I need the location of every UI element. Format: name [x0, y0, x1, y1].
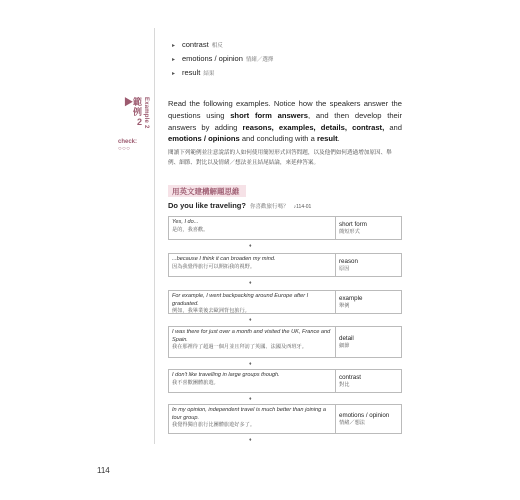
row-sentence — [169, 327, 336, 357]
table-row — [168, 253, 402, 277]
instruction-bold: short form answers — [230, 110, 308, 120]
row-function-en: emotions / opinion — [339, 411, 390, 419]
row-sentence — [169, 291, 336, 313]
row-function — [336, 405, 401, 433]
row-sentence-zh: 我不喜歡團體旅遊。 — [172, 379, 219, 386]
example-vertical-label: Example 2 — [143, 97, 149, 129]
row-sentence-zh: 例如，我畢業後去歐洲背包旅行。 — [172, 308, 250, 314]
row-sentence-zh: 我覺得獨自旅行比團體旅遊好多了。 — [172, 422, 256, 428]
row-function — [336, 327, 401, 357]
instruction-text: and concluding with a — [239, 134, 317, 144]
check-circles: ○○○ — [118, 146, 131, 152]
row-sentence-en: I was there for just over a month and visited the UK, France and Spain. — [172, 329, 331, 343]
row-sentence — [169, 405, 336, 433]
bullet-zh: 相反 — [211, 43, 223, 49]
instruction-text: and — [384, 122, 403, 132]
row-function-zh: 舉例 — [339, 302, 350, 309]
row-function — [336, 370, 401, 392]
instruction-translation: 閱讀下列範例並注意說話的人如何使用簡短形式回答問題，以及他們如何透過增加原因、舉例、細節、對比以及情緒／想法並且結尾結論，來延伸答案。 — [168, 150, 392, 166]
instruction-text: Read the following examples. Notice how the speakers answer the questions using — [168, 99, 402, 120]
row-function-en: example — [339, 294, 363, 302]
table-row — [168, 290, 402, 314]
bullet-item — [172, 40, 223, 54]
instruction-paragraph — [168, 98, 402, 145]
row-function — [336, 254, 401, 276]
bullet-icon: ▸ — [172, 43, 176, 49]
bullet-zh: 結果 — [203, 71, 215, 77]
row-sentence-en: Yes, I do... — [172, 219, 199, 225]
arrow-down-icon: ♦ — [249, 243, 252, 249]
example-label — [118, 97, 142, 127]
section-title: 用英文建構解題思維 — [168, 185, 246, 197]
arrow-down-icon: ♦ — [249, 280, 252, 286]
row-sentence-en: I don't like travelling in large groups though. — [172, 372, 280, 378]
row-function-en: reason — [339, 257, 358, 265]
row-sentence — [169, 254, 336, 276]
row-function-zh: 細節 — [339, 342, 350, 349]
instruction-text: . — [337, 134, 340, 144]
row-function-en: short form — [339, 220, 367, 228]
margin-divider — [154, 28, 155, 444]
table-row — [168, 216, 402, 240]
arrow-down-icon: ♦ — [249, 361, 252, 367]
row-sentence — [169, 217, 336, 239]
row-function-zh: 原因 — [339, 265, 350, 272]
example-title: ▶範例 — [123, 97, 142, 117]
table-row — [168, 326, 402, 358]
question — [168, 201, 311, 210]
arrow-down-icon: ♦ — [249, 317, 252, 323]
bullet-en: emotions / opinion — [182, 54, 243, 63]
row-sentence-en: ...because I think it can broaden my mind. — [172, 256, 276, 262]
check-label: check: — [118, 139, 138, 145]
row-function-zh: 簡短形式 — [339, 228, 360, 235]
instruction-bold: reasons, examples, details, contrast, — [242, 122, 385, 132]
arrow-down-icon: ♦ — [249, 437, 252, 443]
question-en: Do you like traveling? — [168, 201, 246, 210]
bullet-item — [172, 68, 214, 82]
bullet-icon: ▸ — [172, 57, 176, 63]
row-sentence-en: In my opinion, independent travel is much better than joining a tour group. — [172, 407, 326, 421]
bullet-en: result — [182, 68, 201, 77]
arrow-down-icon: ♦ — [249, 396, 252, 402]
audio-track-label: ♪114-01 — [293, 204, 312, 210]
table-row — [168, 369, 402, 393]
row-function-zh: 對比 — [339, 381, 350, 388]
row-sentence-zh: 是的，我喜歡。 — [172, 226, 209, 233]
row-sentence-zh: 因為我覺得旅行可以開拓我的視野。 — [172, 263, 256, 270]
question-zh: 你喜歡旅行嗎？ — [250, 204, 289, 210]
instruction-bold: emotions / opinions — [168, 134, 240, 144]
row-function-zh: 情緒／想法 — [339, 419, 365, 426]
bullet-icon: ▸ — [172, 71, 176, 77]
bullet-zh: 情緒／選擇 — [245, 57, 274, 63]
example-number: 2 — [136, 117, 142, 127]
row-sentence-zh: 我在那裡待了超過一個月並且拜訪了英國、法國及西班牙。 — [172, 344, 307, 350]
row-function — [336, 291, 401, 313]
row-function-en: contrast — [339, 373, 362, 381]
row-function-en: detail — [339, 334, 354, 342]
instruction-text: , and then develop their answers by adding — [168, 110, 402, 132]
row-function — [336, 217, 401, 239]
page-number: 114 — [97, 466, 110, 475]
instruction-bold: result — [316, 134, 338, 144]
bullet-en: contrast — [182, 40, 209, 49]
row-sentence — [169, 370, 336, 392]
table-row — [168, 404, 402, 434]
row-sentence-en: For example, I went backpacking around Europe after I graduated. — [172, 293, 309, 307]
bullet-item — [172, 54, 273, 68]
